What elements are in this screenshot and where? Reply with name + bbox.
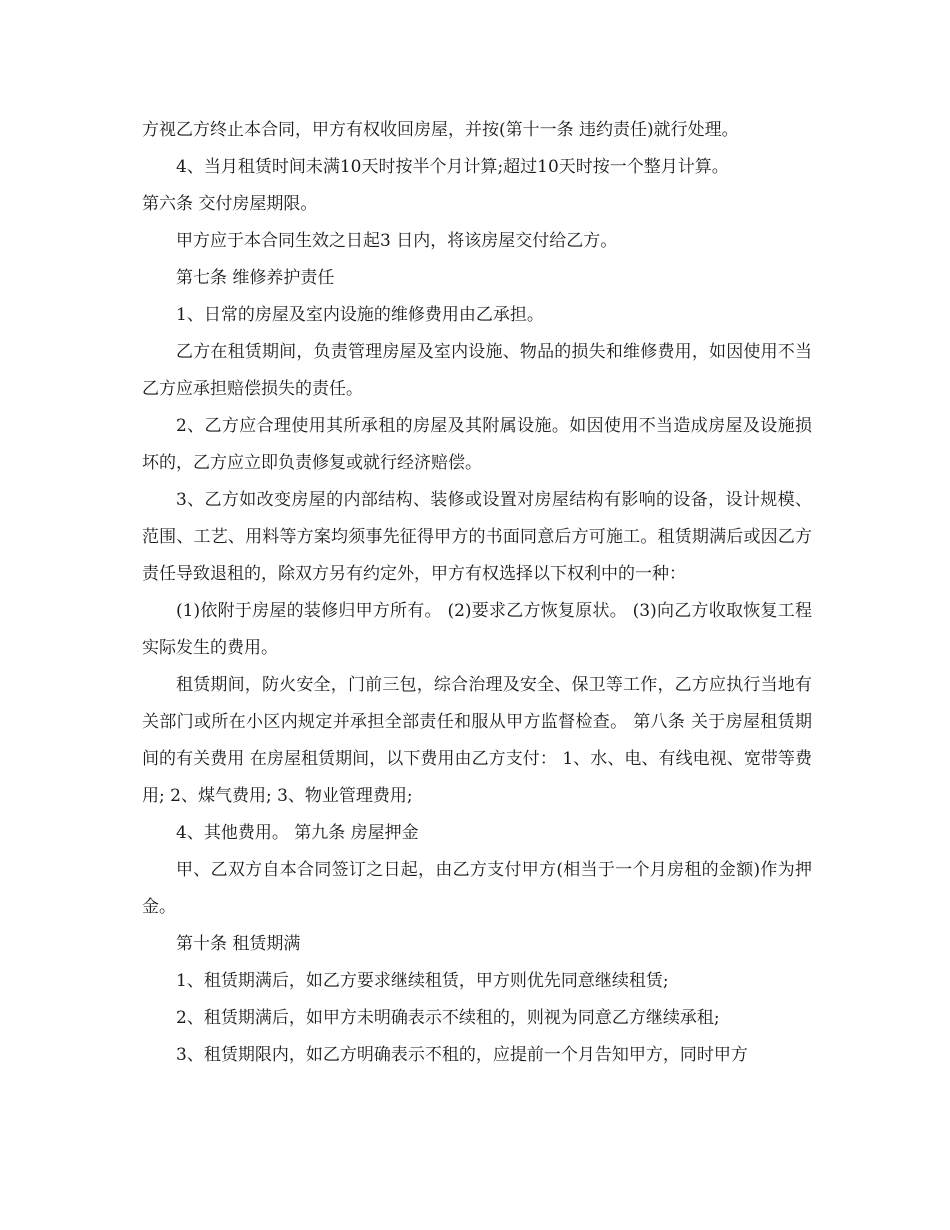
paragraph: 1、日常的房屋及室内设施的维修费用由乙承担。 xyxy=(176,305,544,325)
paragraph: 4、当月租赁时间未满10天时按半个月计算;超过10天时按一个整月计算。 xyxy=(176,157,729,177)
paragraph: 甲方应于本合同生效之日起3 日内，将该房屋交付给乙方。 xyxy=(176,231,618,251)
document-body xyxy=(142,112,812,1074)
paragraph: 2、乙方应合理使用其所承租的房屋及其附属设施。如因使用不当造成房屋及设施损坏的，乙方应立即负责修复或就行经济赔偿。 xyxy=(142,416,812,473)
paragraph: 乙方在租赁期间，负责管理房屋及室内设施、物品的损失和维修费用，如因使用不当乙方应承担赔偿损失的责任。 xyxy=(142,342,812,399)
paragraph: 2、租赁期满后，如甲方未明确表示不续租的，则视为同意乙方继续承租; xyxy=(176,1008,720,1028)
paragraph: (1)依附于房屋的装修归甲方所有。 (2)要求乙方恢复原状。 (3)向乙方收取恢复工程实际发生的费用。 xyxy=(142,601,812,658)
paragraph: 1、租赁期满后，如乙方要求继续租赁，甲方则优先同意继续租赁; xyxy=(176,971,669,991)
paragraph: 4、其他费用。 第九条 房屋押金 xyxy=(176,823,419,843)
section-heading: 第十条 租赁期满 xyxy=(176,934,301,954)
paragraph: 3、乙方如改变房屋的内部结构、装修或设置对房屋结构有影响的设备，设计规模、范围、工艺、用料等方案均须事先征得甲方的书面同意后方可施工。租赁期满后或因乙方责任导致退租的，除双方另有约定外，甲方有权选择以下权利中的一种： xyxy=(142,490,812,584)
paragraph: 3、租赁期限内，如乙方明确表示不租的，应提前一个月告知甲方，同时甲方 xyxy=(176,1045,748,1065)
section-heading: 第六条 交付房屋期限。 xyxy=(142,194,318,214)
section-heading: 第七条 维修养护责任 xyxy=(176,268,335,288)
paragraph: 方视乙方终止本合同，甲方有权收回房屋，并按(第十一条 违约责任)就行处理。 xyxy=(142,120,739,140)
paragraph: 甲、乙双方自本合同签订之日起，由乙方支付甲方(相当于一个月房租的金额)作为押金。 xyxy=(142,860,812,917)
paragraph: 租赁期间，防火安全，门前三包，综合治理及安全、保卫等工作，乙方应执行当地有关部门或所在小区内规定并承担全部责任和服从甲方监督检查。 第八条 关于房屋租赁期间的有关费用 在房屋租赁期间，以下费用由乙方支付： 1、水、电、有线电视、宽带等费用; 2、煤气费用; 3、物业管理费用; xyxy=(142,675,812,806)
